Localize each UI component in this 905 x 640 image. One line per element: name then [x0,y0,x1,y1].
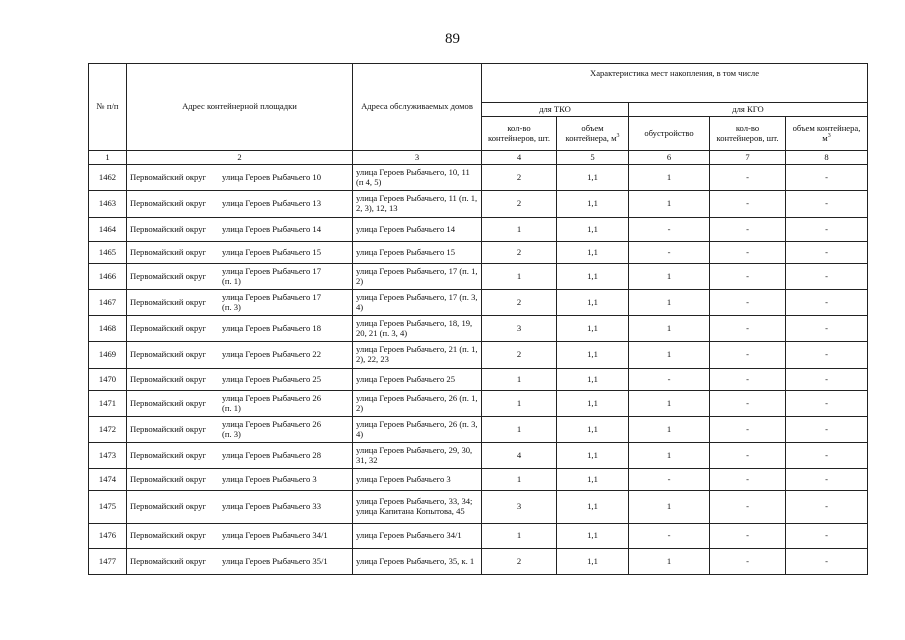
tko-volume: 1,1 [557,242,629,264]
site-street: улица Героев Рыбачьего 17 [222,291,322,302]
served-addresses: улица Героев Рыбачьего, 29, 30, 31, 32 [353,443,482,469]
column-number: 3 [353,151,482,165]
kgo-volume: - [786,417,868,443]
arrangement: 1 [629,549,710,575]
header-site-address: Адрес контейнерной площадки [127,64,353,151]
site-address-cell [127,417,353,443]
site-street: улица Героев Рыбачьего 35/1 [222,555,328,566]
kgo-count: - [710,491,786,524]
arrangement: - [629,469,710,491]
arrangement: - [629,524,710,549]
kgo-volume: - [786,218,868,242]
table-row [89,218,868,242]
kgo-count: - [710,218,786,242]
tko-count: 2 [482,342,557,369]
tko-volume: 1,1 [557,191,629,218]
header-row-top [89,64,868,103]
tko-count: 2 [482,165,557,191]
site-address-cell [127,469,353,491]
column-number: 4 [482,151,557,165]
site-street: улица Героев Рыбачьего 28 [222,449,322,460]
tko-volume: 1,1 [557,417,629,443]
column-numbers-row [89,151,868,165]
site-street: улица Героев Рыбачьего 18 [222,322,322,333]
kgo-volume: - [786,391,868,417]
header-characteristics: Характеристика мест накопления, в том числе [482,64,868,103]
kgo-volume: - [786,316,868,342]
tko-count: 2 [482,191,557,218]
kgo-count: - [710,264,786,290]
header-tko: для ТКО [482,103,629,117]
header-served-addresses: Адреса обслуживаемых домов [353,64,482,151]
row-number: 1469 [89,342,127,369]
served-addresses: улица Героев Рыбачьего, 33, 34; улица Капитана Копытова, 45 [353,491,482,524]
arrangement: 1 [629,342,710,369]
served-addresses: улица Героев Рыбачьего, 17 (п. 3, 4) [353,290,482,316]
served-addresses: улица Героев Рыбачьего 25 [353,369,482,391]
column-number: 5 [557,151,629,165]
row-number: 1467 [89,290,127,316]
district: Первомайский округ [130,171,207,182]
kgo-volume: - [786,342,868,369]
kgo-volume: - [786,549,868,575]
served-addresses: улица Героев Рыбачьего 3 [353,469,482,491]
site-address-cell [127,191,353,218]
tko-volume: 1,1 [557,264,629,290]
row-number: 1462 [89,165,127,191]
header-arrangement: обустройство [629,117,710,151]
site-street: улица Героев Рыбачьего 14 [222,223,322,234]
district: Первомайский округ [130,198,207,209]
site-address-cell [127,491,353,524]
arrangement: 1 [629,443,710,469]
served-addresses: улица Героев Рыбачьего, 35, к. 1 [353,549,482,575]
table-body [89,165,868,575]
arrangement: - [629,369,710,391]
table-row [89,316,868,342]
site-street: улица Героев Рыбачьего 26 [222,392,322,403]
tko-count: 1 [482,469,557,491]
row-number: 1473 [89,443,127,469]
tko-count: 1 [482,264,557,290]
district: Первомайский округ [130,423,207,434]
site-address-cell [127,264,353,290]
kgo-volume: - [786,264,868,290]
tko-volume: 1,1 [557,342,629,369]
kgo-volume: - [786,491,868,524]
site-address-cell [127,165,353,191]
tko-volume: 1,1 [557,290,629,316]
tko-volume: 1,1 [557,165,629,191]
site-street: улица Героев Рыбачьего 15 [222,246,322,257]
kgo-count: - [710,469,786,491]
arrangement: 1 [629,417,710,443]
site-street: улица Героев Рыбачьего 26 [222,418,322,429]
served-addresses: улица Героев Рыбачьего, 26 (п. 1, 2) [353,391,482,417]
kgo-count: - [710,342,786,369]
page-number: 89 [445,31,460,47]
row-number: 1466 [89,264,127,290]
arrangement: 1 [629,491,710,524]
tko-count: 3 [482,316,557,342]
site-address-cell [127,218,353,242]
table-row [89,342,868,369]
site-street: улица Героев Рыбачьего 22 [222,349,322,360]
kgo-volume: - [786,524,868,549]
row-number: 1468 [89,316,127,342]
site-address-cell [127,524,353,549]
table-row [89,242,868,264]
district: Первомайский округ [130,373,207,384]
district: Первомайский округ [130,322,207,333]
column-number: 2 [127,151,353,165]
district: Первомайский округ [130,555,207,566]
row-number: 1475 [89,491,127,524]
arrangement: - [629,218,710,242]
served-addresses: улица Героев Рыбачьего, 10, 11 (п 4, 5) [353,165,482,191]
arrangement: - [629,242,710,264]
kgo-volume: - [786,290,868,316]
row-number: 1465 [89,242,127,264]
table-row [89,417,868,443]
table-row [89,491,868,524]
served-addresses: улица Героев Рыбачьего, 11 (п. 1, 2, 3), 12, 13 [353,191,482,218]
site-street: улица Героев Рыбачьего 10 [222,171,322,182]
header-kgo-volume [786,117,868,151]
arrangement: 1 [629,165,710,191]
tko-count: 1 [482,417,557,443]
district: Первомайский округ [130,246,207,257]
header-tko-volume-label: объем контейнера, м [565,122,617,143]
tko-count: 1 [482,369,557,391]
arrangement: 1 [629,316,710,342]
site-entrance: (п. 3) [222,428,241,439]
site-street: улица Героев Рыбачьего 33 [222,501,322,512]
table-row [89,369,868,391]
site-address-cell [127,242,353,264]
arrangement: 1 [629,391,710,417]
unit-superscript: 3 [616,132,620,139]
tko-count: 2 [482,549,557,575]
served-addresses: улица Героев Рыбачьего, 21 (п. 1, 2), 22, 23 [353,342,482,369]
arrangement: 1 [629,290,710,316]
served-addresses: улица Героев Рыбачьего, 17 (п. 1, 2) [353,264,482,290]
tko-count: 2 [482,242,557,264]
table-row [89,191,868,218]
tko-count: 1 [482,524,557,549]
tko-volume: 1,1 [557,549,629,575]
column-number: 1 [89,151,127,165]
arrangement: 1 [629,264,710,290]
kgo-count: - [710,316,786,342]
served-addresses: улица Героев Рыбачьего, 18, 19, 20, 21 (п. 3, 4) [353,316,482,342]
header-num: № п/п [89,64,127,151]
site-street: улица Героев Рыбачьего 3 [222,473,317,484]
arrangement: 1 [629,191,710,218]
site-address-cell [127,549,353,575]
row-number: 1472 [89,417,127,443]
district: Первомайский округ [130,501,207,512]
column-number: 8 [786,151,868,165]
tko-volume: 1,1 [557,218,629,242]
site-address-cell [127,443,353,469]
kgo-count: - [710,524,786,549]
tko-count: 3 [482,491,557,524]
row-number: 1477 [89,549,127,575]
served-addresses: улица Героев Рыбачьего 14 [353,218,482,242]
kgo-count: - [710,549,786,575]
row-number: 1463 [89,191,127,218]
tko-volume: 1,1 [557,524,629,549]
site-street: улица Героев Рыбачьего 17 [222,265,322,276]
site-entrance: (п. 1) [222,402,241,413]
column-number: 7 [710,151,786,165]
tko-volume: 1,1 [557,491,629,524]
district: Первомайский округ [130,349,207,360]
row-number: 1474 [89,469,127,491]
served-addresses: улица Героев Рыбачьего, 26 (п. 3, 4) [353,417,482,443]
site-address-cell [127,342,353,369]
district: Первомайский округ [130,449,207,460]
table-row [89,290,868,316]
site-entrance: (п. 3) [222,301,241,312]
header-tko-count: кол-во контейнеров, шт. [482,117,557,151]
tko-count: 4 [482,443,557,469]
site-street: улица Героев Рыбачьего 25 [222,373,322,384]
district: Первомайский округ [130,270,207,281]
table-row [89,264,868,290]
table-row [89,391,868,417]
district: Первомайский округ [130,296,207,307]
served-addresses: улица Героев Рыбачьего 34/1 [353,524,482,549]
tko-volume: 1,1 [557,443,629,469]
kgo-volume: - [786,191,868,218]
site-street: улица Героев Рыбачьего 34/1 [222,530,328,541]
kgo-volume: - [786,242,868,264]
district: Первомайский округ [130,223,207,234]
kgo-volume: - [786,443,868,469]
table-row [89,524,868,549]
table-row [89,469,868,491]
kgo-count: - [710,369,786,391]
kgo-volume: - [786,469,868,491]
header-tko-volume [557,117,629,151]
table-row [89,165,868,191]
tko-volume: 1,1 [557,469,629,491]
tko-volume: 1,1 [557,369,629,391]
site-address-cell [127,290,353,316]
kgo-count: - [710,417,786,443]
district: Первомайский округ [130,530,207,541]
kgo-count: - [710,191,786,218]
site-address-cell [127,391,353,417]
table-row [89,443,868,469]
kgo-count: - [710,242,786,264]
row-number: 1476 [89,524,127,549]
site-address-cell [127,369,353,391]
column-number: 6 [629,151,710,165]
header-kgo-volume-label: объем контейнера, м [792,122,861,143]
tko-volume: 1,1 [557,391,629,417]
kgo-count: - [710,290,786,316]
unit-superscript: 3 [827,132,831,139]
district: Первомайский округ [130,473,207,484]
kgo-volume: - [786,165,868,191]
kgo-count: - [710,165,786,191]
tko-count: 1 [482,218,557,242]
served-addresses: улица Героев Рыбачьего 15 [353,242,482,264]
tko-count: 1 [482,391,557,417]
tko-count: 2 [482,290,557,316]
district: Первомайский округ [130,397,207,408]
site-street: улица Героев Рыбачьего 13 [222,198,322,209]
kgo-count: - [710,443,786,469]
row-number: 1470 [89,369,127,391]
kgo-count: - [710,391,786,417]
container-sites-table [88,63,868,575]
header-kgo: для КГО [629,103,868,117]
row-number: 1464 [89,218,127,242]
row-number: 1471 [89,391,127,417]
tko-volume: 1,1 [557,316,629,342]
header-kgo-count: кол-во контейнеров, шт. [710,117,786,151]
site-address-cell [127,316,353,342]
kgo-volume: - [786,369,868,391]
site-entrance: (п. 1) [222,275,241,286]
table-row [89,549,868,575]
